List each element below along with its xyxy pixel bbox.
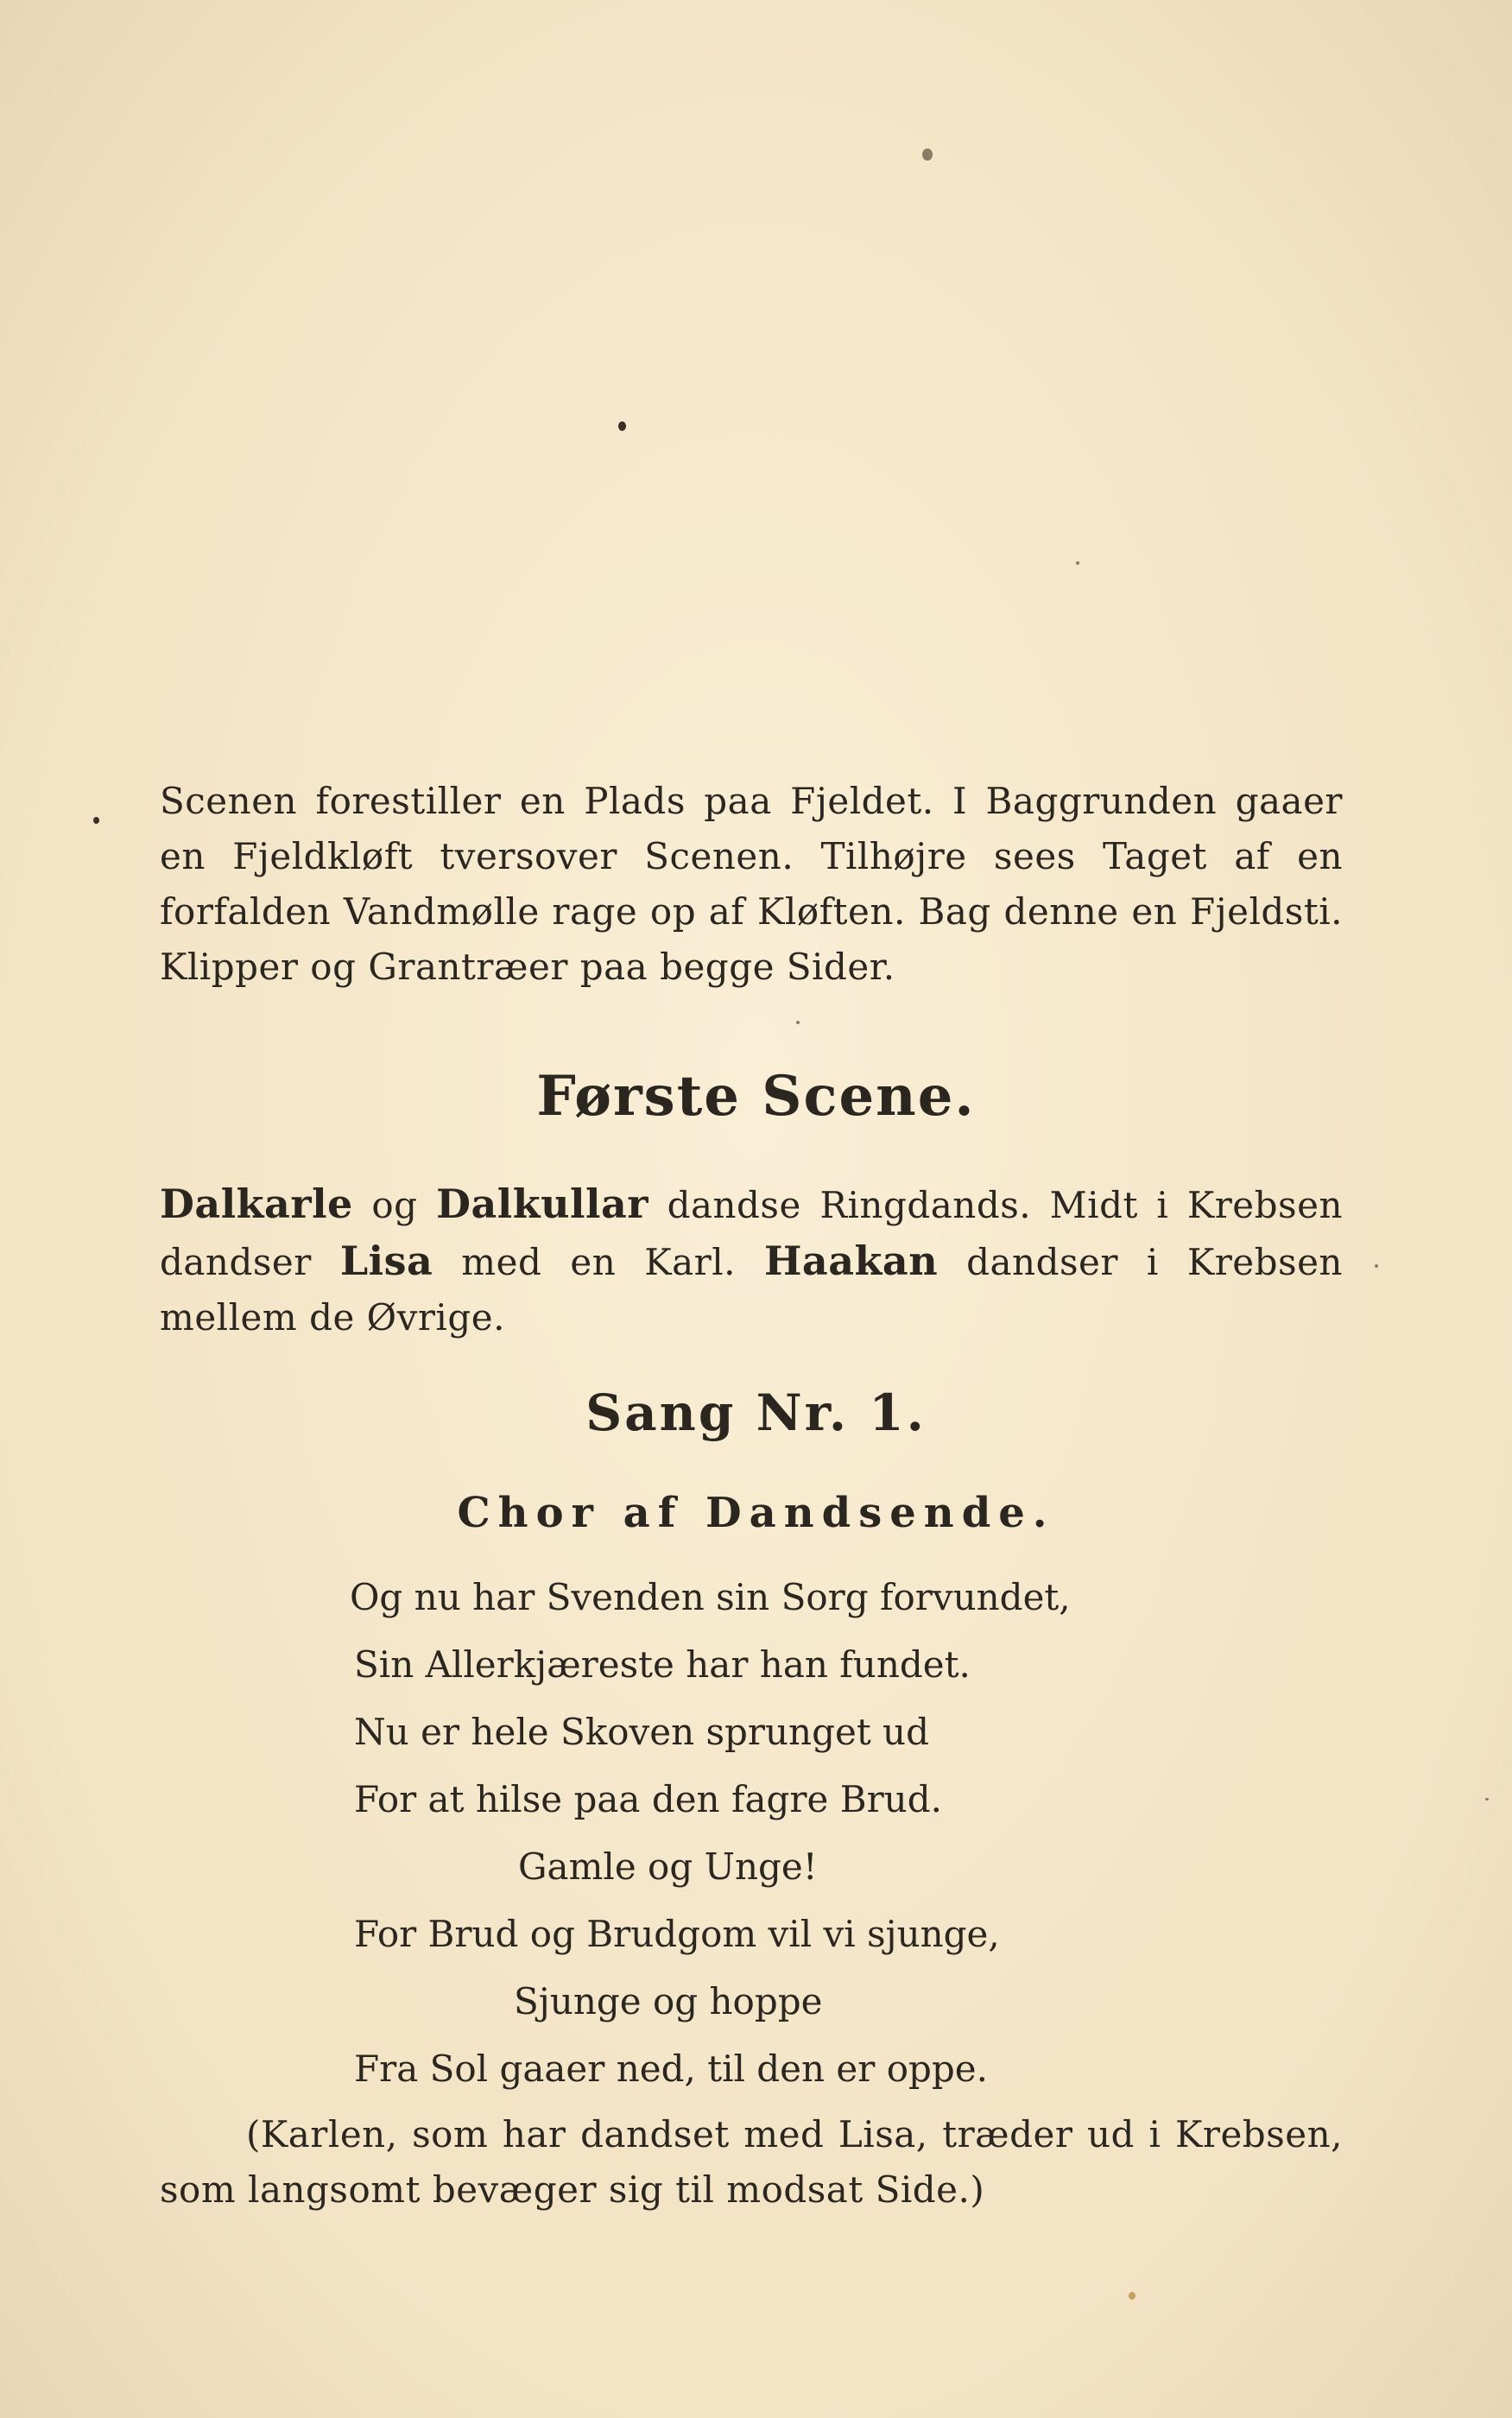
- verse-line: For at hilse paa den fagre Brud.: [354, 1778, 942, 1820]
- character-name-dalkullar: Dalkullar: [436, 1181, 649, 1227]
- scene-intro: [160, 1176, 1343, 1345]
- verse-line: Gamle og Unge!: [518, 1845, 818, 1888]
- paper-speck: [922, 149, 933, 161]
- scene-intro-text: dandse Ringdands. Midt i Krebsen dandser: [160, 1184, 1343, 1283]
- scene-heading: Første Scene.: [536, 1064, 976, 1129]
- scene-intro-text: dandser i Krebsen mellem de Øvrige.: [160, 1241, 1343, 1339]
- closing-stage-direction: (Karlen, som har dandset med Lisa, træder ud i Krebsen, som langsomt bevæger sig til modsat Side.): [160, 2113, 1343, 2211]
- paper-speck: [618, 421, 626, 431]
- stage-direction: Scenen forestiller en Plads paa Fjeldet. I Baggrunden gaaer en Fjeldkløft tversover Scenen. Tilhøjre sees Taget af en forfalden Vandmølle rage op af Kløften. Bag denne en Fjeldsti. Klipper og Grantræer paa begge Sider.: [160, 780, 1343, 988]
- verse-line: Og nu har Svenden sin Sorg forvundet,: [350, 1576, 1071, 1618]
- verse-line: For Brud og Brudgom vil vi sjunge,: [354, 1913, 1000, 1955]
- character-name-dalkarle: Dalkarle: [160, 1181, 353, 1227]
- verse-line: Fra Sol gaaer ned, til den er oppe.: [354, 2048, 988, 2090]
- character-name-haakan: Haakan: [763, 1237, 939, 1284]
- verse-line: Sjunge og hoppe: [514, 1980, 823, 2022]
- verse-line: Nu er hele Skoven sprunget ud: [354, 1711, 929, 1753]
- scene-intro-text: med en Karl.: [433, 1241, 764, 1283]
- song-heading: Sang Nr. 1.: [585, 1383, 927, 1442]
- paper-speck: [1485, 1798, 1489, 1801]
- paper-speck: [796, 1021, 800, 1024]
- scene-intro-text: og: [352, 1184, 437, 1226]
- paper-speck: [1375, 1264, 1378, 1268]
- paper-speck: [1129, 2292, 1136, 2300]
- paper-speck: [93, 817, 99, 824]
- paper-speck: [1076, 561, 1079, 565]
- character-name-lisa: Lisa: [339, 1237, 433, 1284]
- chorus-heading: Chor af Dandsende.: [457, 1489, 1055, 1537]
- verse-line: Sin Allerkjæreste har han fundet.: [354, 1643, 971, 1686]
